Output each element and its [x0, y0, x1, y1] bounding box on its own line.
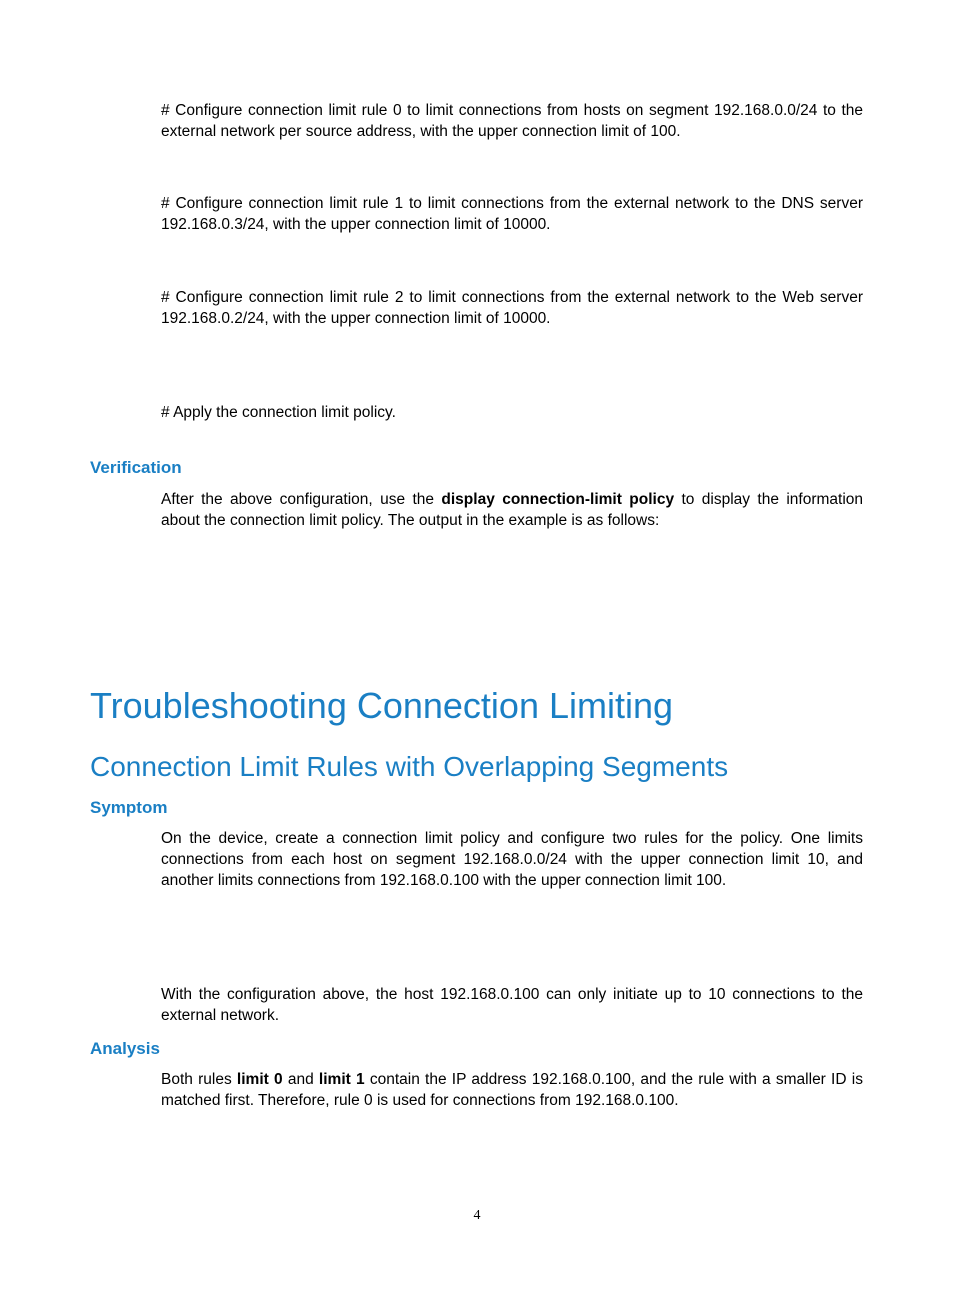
heading-symptom: Symptom [90, 798, 168, 817]
section-title: Connection Limit Rules with Overlapping Segments [90, 751, 729, 782]
paragraph-symptom-2: With the configuration above, the host 192.168.0.100 can only initiate up to 10 connections to the external network. [161, 986, 863, 1024]
heading-verification: Verification [90, 458, 182, 477]
keyword-limit-0: limit 0 [236, 1071, 283, 1088]
analysis-text-c: contain the IP address 192.168.0.100, and the rule with a smaller ID is matched first. Therefore, rule 0 is used for connections from 192.168.0.100. [161, 1071, 863, 1109]
analysis-text-b: and [282, 1071, 319, 1088]
paragraph-configure-rule-1: # Configure connection limit rule 1 to limit connections from the external network to the DNS server 192.168.0.3/24, with the upper connection limit of 10000. [161, 195, 863, 233]
keyword-limit-1: limit 1 [318, 1071, 365, 1088]
analysis-text-a: Both rules [161, 1071, 237, 1088]
paragraph-configure-rule-0: # Configure connection limit rule 0 to limit connections from hosts on segment 192.168.0.0/24 to the external network per source address, with the upper connection limit of 100. [161, 102, 863, 140]
verification-text-after: to display the information about the connection limit policy. The output in the example is as follows: [161, 491, 864, 529]
heading-analysis: Analysis [90, 1039, 160, 1058]
paragraph-apply-policy: # Apply the connection limit policy. [161, 404, 396, 421]
paragraph-configure-rule-2: # Configure connection limit rule 2 to limit connections from the external network to the Web server 192.168.0.2/24, with the upper connection limit of 10000. [161, 289, 863, 327]
chapter-title: Troubleshooting Connection Limiting [90, 685, 674, 726]
paragraph-symptom-1: On the device, create a connection limit policy and configure two rules for the policy. One limits connections from each host on segment 192.168.0.0/24 with the upper connection limit 10, and another limits connections from 192.168.0.100 with the upper connection limit 100. [161, 830, 863, 889]
page-number: 4 [473, 1208, 481, 1223]
command-display-connection-limit-policy: display connection-limit policy [441, 491, 675, 508]
paragraph-verification [161, 489, 863, 531]
verification-text-before: After the above configuration, use the [161, 491, 442, 508]
paragraph-analysis [161, 1069, 863, 1111]
